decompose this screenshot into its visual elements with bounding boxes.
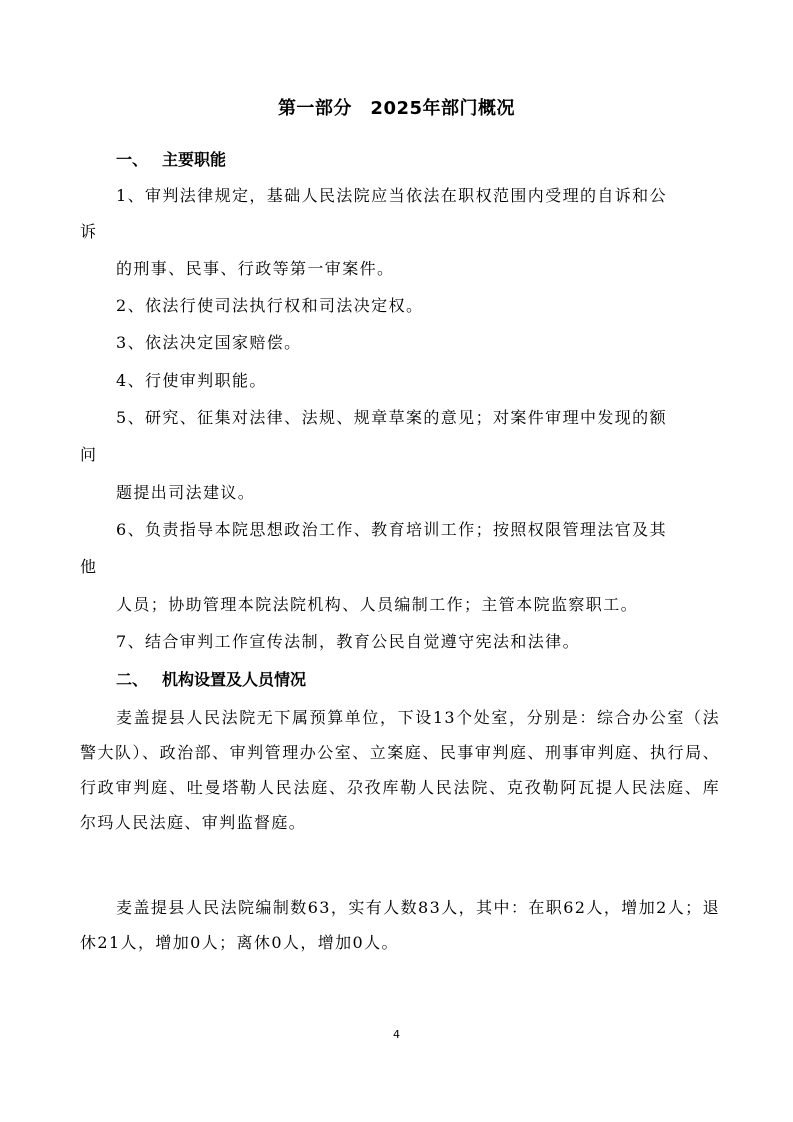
page-number: 4 <box>393 1028 400 1041</box>
section-number: 一、 <box>116 150 149 169</box>
function-item-5-cont: 题提出司法建议。 <box>116 483 256 502</box>
function-item-1-wrap: 诉 <box>80 222 98 241</box>
function-item-6-cont: 人员；协助管理本院法院机构、人员编制工作；主管本院监察职工。 <box>116 595 639 614</box>
staffing-paragraph: 麦盖提县人民法院编制数63，实有人数83人，其中：在职62人，增加2人；退休21人，增加0人；离休0人，增加0人。 <box>80 898 720 952</box>
function-item-5: 5、研究、征集对法律、法规、规章草案的意见；对案件审理中发现的额 <box>116 408 667 427</box>
function-item-4: 4、行使审判职能。 <box>116 371 267 390</box>
section-number: 二、 <box>116 670 149 689</box>
function-item-2: 2、依法行使司法执行权和司法决定权。 <box>116 296 424 315</box>
function-item-3: 3、依法决定国家赔偿。 <box>116 333 302 352</box>
organization-paragraph: 麦盖提县人民法院无下属预算单位，下设13个处室，分别是：综合办公室（法警大队）、政治部、审判管理办公室、立案庭、民事审判庭、刑事审判庭、执行局、行政审判庭、吐曼塔勒人民法庭、尕孜库勒人民法院、克孜勒阿瓦提人民法庭、库尔玛人民法庭、审判监督庭。 <box>80 708 720 832</box>
function-item-6-wrap: 他 <box>80 557 98 576</box>
function-item-1: 1、审判法律规定，基础人民法院应当依法在职权范围内受理的自诉和公 <box>116 186 667 205</box>
function-item-6: 6、负责指导本院思想政治工作、教育培训工作；按照权限管理法官及其 <box>116 520 667 539</box>
page-title: 第一部分 2025年部门概况 <box>277 98 516 119</box>
section-heading-text: 机构设置及人员情况 <box>162 670 307 689</box>
section-heading-functions <box>116 148 226 172</box>
function-item-1-cont: 的刑事、民事、行政等第一审案件。 <box>116 259 395 278</box>
function-item-7: 7、结合审判工作宣传法制，教育公民自觉遵守宪法和法律。 <box>116 632 580 651</box>
function-item-5-wrap: 问 <box>80 445 98 464</box>
section-heading-organization <box>116 668 306 692</box>
section-heading-text: 主要职能 <box>162 150 227 169</box>
